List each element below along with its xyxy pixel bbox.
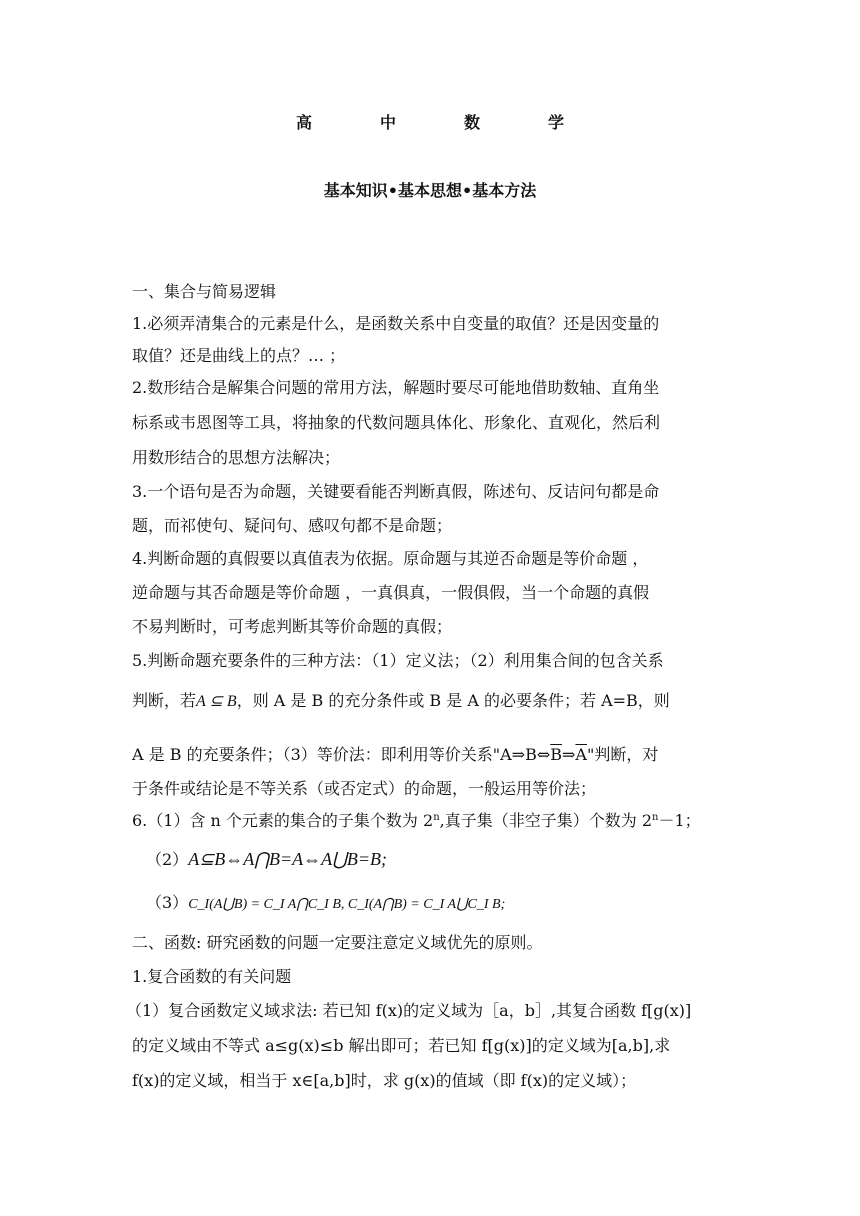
text-span: －1； — [658, 811, 701, 830]
not-b-symbol: $\overline{B}$ — [550, 745, 563, 764]
text-span: 6.（1）含 n 个元素的集合的子集个数为 2 — [132, 811, 434, 830]
paragraph-3-line-1: 3.一个语句是否为命题，关键要看能否判断真假，陈述句、反诘问句都是命 — [132, 482, 660, 501]
paragraph-1-line-2: 取值？还是曲线上的点？… ； — [132, 346, 346, 365]
paragraph-6-line-1 — [132, 810, 732, 832]
paragraph-4-line-1: 4.判断命题的真假要以真值表为依据。原命题与其逆否命题是等价命题 ， — [132, 549, 649, 568]
composite-line-2: 的定义域由不等式 a≤g(x)≤b 解出即可；若已知 f[g(x)]的定义域为[a,b],求 — [132, 1036, 671, 1055]
paragraph-5-line-2 — [132, 690, 732, 713]
text-span: ，则 A 是 B 的充分条件或 B 是 A 的必要条件；若 A=B，则 — [236, 691, 670, 710]
paragraph-6-line-2 — [146, 848, 746, 871]
item-label: （2） — [146, 850, 189, 869]
composite-line-1: （1）复合函数定义域求法: 若已知 f(x)的定义域为［a，b］,其复合函数 f[g(x)] — [126, 1001, 692, 1020]
paragraph-4-line-3: 不易判断时，可考虑判断其等价命题的真假； — [132, 617, 453, 636]
page-subtitle: 基本知识•基本思想•基本方法 — [323, 181, 537, 200]
paragraph-2-line-2: 标系或韦恩图等工具，将抽象的代数问题具体化、形象化、直观化，然后利 — [132, 413, 661, 432]
text-span: A 是 B 的充要条件；（3）等价法：即利用等价关系"A⇒B⇔ — [132, 745, 551, 764]
paragraph-5-line-3 — [132, 744, 732, 766]
superscript: n — [652, 812, 659, 823]
text-span: "判断，对 — [586, 745, 659, 764]
page-title: 高 中 数 学 — [295, 113, 590, 132]
composite-line-3: f(x)的定义域，相当于 x∈[a,b]时，求 g(x)的值域（即 f(x)的定义域）； — [132, 1071, 637, 1090]
subsection-composite-functions: 1.复合函数的有关问题 — [132, 967, 292, 986]
complement-formula: C_I(A⋃B) = C_I A⋂C_I B, C_I(A⋂B) = C_I A⋃C_I B; — [188, 897, 506, 912]
section-heading-sets-logic: 一、集合与简易逻辑 — [132, 282, 277, 301]
text-span: 判断，若 — [132, 691, 197, 710]
paragraph-5-line-4: 于条件或结论是不等关系（或否定式）的命题，一般运用等价法； — [132, 779, 597, 798]
item-label: （3） — [146, 893, 189, 912]
text-span: ,真子集（非空子集）个数为 2 — [439, 811, 653, 830]
paragraph-1-line-1: 1.必须弄清集合的元素是什么，是函数关系中自变量的取值？还是因变量的 — [132, 314, 660, 333]
paragraph-2-line-3: 用数形结合的思想方法解决； — [132, 448, 341, 467]
paragraph-4-line-2: 逆命题与其否命题是等价命题 ，一真俱真，一假俱假，当一个命题的真假 — [132, 583, 650, 602]
set-equivalence-formula: A⊆B⇔A⋂B=A⇔A⋃B=B; — [188, 849, 388, 869]
subset-formula: A ⊆ B — [196, 693, 237, 710]
implies-symbol: ⇒ — [562, 745, 576, 764]
paragraph-6-line-3 — [146, 892, 746, 916]
paragraph-3-line-2: 题，而祁使句、疑问句、感叹句都不是命题； — [132, 516, 453, 535]
paragraph-2-line-1: 2.数形结合是解集合问题的常用方法，解题时要尽可能地借助数轴、直角坐 — [132, 378, 660, 397]
section-heading-functions: 二、函数: 研究函数的问题一定要注意定义域优先的原则。 — [132, 933, 543, 952]
not-a-symbol: $\overline{A}$ — [575, 745, 587, 764]
superscript: n — [433, 812, 440, 823]
paragraph-5-line-1: 5.判断命题充要条件的三种方法：（1）定义法；（2）利用集合间的包含关系 — [132, 651, 664, 670]
